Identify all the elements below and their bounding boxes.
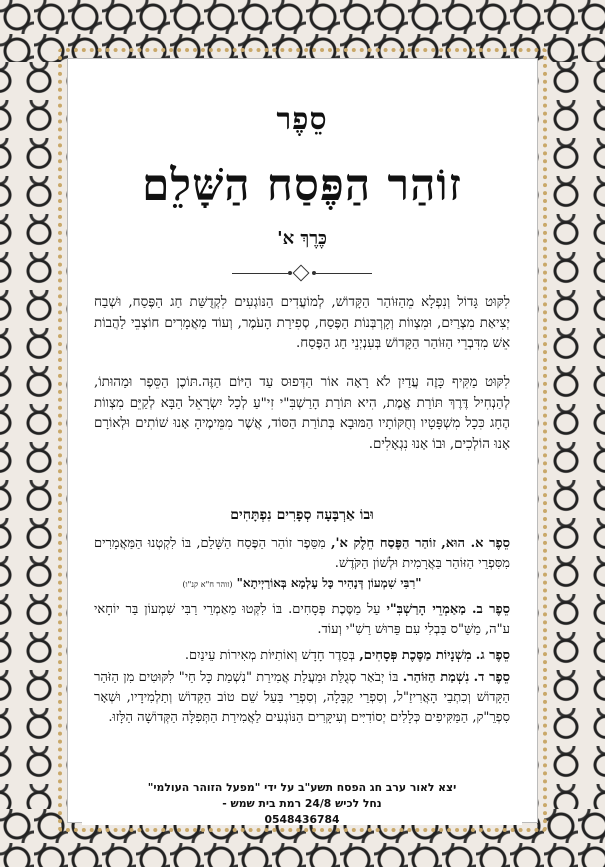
intro-paragraph: לִקּוּט גָּדוֹל וְנִפְלָא מֵהַזּוֹהַר הַקָּדוֹשׁ, לְמוֹעֲדִים הַנּוֹגְעִים לִקְדֻשַּׁת חַג הַפֶּסַח, וּשְׁבַח יְצִיאַת מִצְרַיִם, וּמִצְווֹת וְקָרְבְּנוֹת הַפֶּסַח, סְפִירַת הָעֹמֶר, וְעוֹד מַאֲמָרִים חוֹצְבֵי לַהֲבוֹת אֵשׁ מִדִּבְרֵי הַזּוֹהַר הַקָּדוֹשׁ בְּעִנְיְנֵי חַג הַפֶּסַח.	[94, 295, 510, 352]
sefer-heading: סֵפֶר	[276, 102, 328, 137]
phone-number: 0548436784	[264, 813, 340, 826]
book-name: נִשְׁמַת הַזּוֹהַר.	[402, 670, 470, 685]
book-description: בְּסֵדֶר חָדָשׁ וְאוֹתִיּוֹת מְאִירוֹת עֵינַיִם.	[184, 648, 356, 663]
address-line: נחל לכיש 24/8 רמת בית שמש -	[222, 797, 382, 810]
divider-ornament	[232, 267, 372, 281]
book-description: בּוֹ יְבֹאַר סְגֻלַּת וּמַעֲלַת אֲמִירַת "נִשְׁמַת כָּל חַי" לִקּוּטִים מִן הַזֹּהַר הַקָּדוֹשׁ וְכִתְבֵי הָאֲרִיזַ"ל, וְסִפְרֵי קַבָּלָה, וְסִפְרֵי בַּעַל שֵׁם טוֹב הַקָּדוֹשׁ וְתַלְמִידָיו, וּשְׁאָר סִפְרֵ"ק, הַמַּקִּיפִים כְּלָלִים יְסוֹדִיִּים וְעִיקָּרִים הַנּוֹגְעִים לַאֲמִירַת הַתְּפִלָּה הַקְּדוֹשָׁה הַלָּזוּ.	[94, 670, 510, 725]
book-entry-2	[94, 600, 510, 640]
book-entry-3	[94, 646, 510, 666]
title-page-panel	[82, 70, 522, 825]
book-label: סֵפֶר ג.	[475, 648, 510, 663]
section-title: וּבוֹ אַרְבָּעָה סְפָרִים נִפְתָּחִים	[230, 507, 374, 523]
book-entry-4	[94, 668, 510, 728]
quote-line	[94, 576, 510, 591]
book-name: מִשְׁנָיוֹת מַסֶּכֶת פְּסָחִים,	[359, 648, 472, 663]
volume-label: כֶּרֶךְ א'	[277, 228, 327, 249]
book-label: סֵפֶר א. הוּא,	[441, 536, 510, 551]
book-description: עַל מַסֶּכֶת פְּסָחִים. בּוֹ לִקְּטוּ מַאַמְרֵי רַבִּי שִׁמְעוֹן בַּר יוֹחָאי ע"ה, מַשַּׁ"ס בַּבְלִי עִם פֵּרוּשׁ רַשִׁ"י וְעוֹד.	[94, 602, 510, 637]
description-paragraph: לִקּוּט מַקִּיף כָּזֶה עֲדַיִן לֹא רָאָה אוֹר הַדְּפוּס עַד הַיּוֹם הַזֶּה.תּוֹכֶן הַסֵּפֶר וּמַהוּתוֹ, לְהַנְחִיל דֶּרֶךְ תּוֹרַת אֱמֶת, הִיא תּוֹרַת הָרַשְׁבִּ"י זִי"עַ לְכָל יִשְׂרָאֵל הַבָּא לְקַיֵּם מִצְווֹת הֶחָג כִּכָל מִשְׁפָּטָיו וְחֻקּוֹתָיו הַמּוּבָא בְּתוֹרַת הַסּוֹד, אֲשֶׁר מִמֵּימֶיהָ אָנוּ שׁוֹתִים וּלְאוֹרָם אָנוּ הוֹלְכִים, וּבוֹ אָנוּ נִגְאָלִים.	[94, 375, 510, 452]
book-label: סֵפֶר ב.	[471, 602, 511, 617]
book-title: זוֹהַר הַפֶּסַח הַשָּׁלֵם	[142, 160, 462, 211]
book-name: מַאַמְרֵי הָרַשְׁבִּ"י	[386, 602, 466, 617]
book-entry-1	[94, 534, 510, 574]
book-label: סֵפֶר ד.	[473, 670, 511, 685]
book-name: זוֹהַר הַפֶּסַח חֵלֶק א',	[330, 536, 436, 551]
book-description: מִסֵּפֶר זוֹהַר הַפֶּסַח הַשָּׁלֵם, בּוֹ לִקְטְנוּ הַמַּאֲמָרִים מִסִּפְרֵי הַזּוֹהַר בַּאֲרָמִית וּלְשׁוֹן הַקֹּדֶשׁ.	[94, 536, 510, 571]
publisher-line: יצא לאור ערב חג הפסח תשע"ב על ידי "מפעל הזוהר העולמי"	[147, 781, 457, 794]
quote-source: (זוהר ח"א קנ"ו)	[182, 580, 233, 589]
quote-text: "רִבִּי שִׁמְעוֹן דְּנָהִיר כָּל עָלְמָא בְּאוֹרַיְיתָא"	[236, 576, 422, 590]
